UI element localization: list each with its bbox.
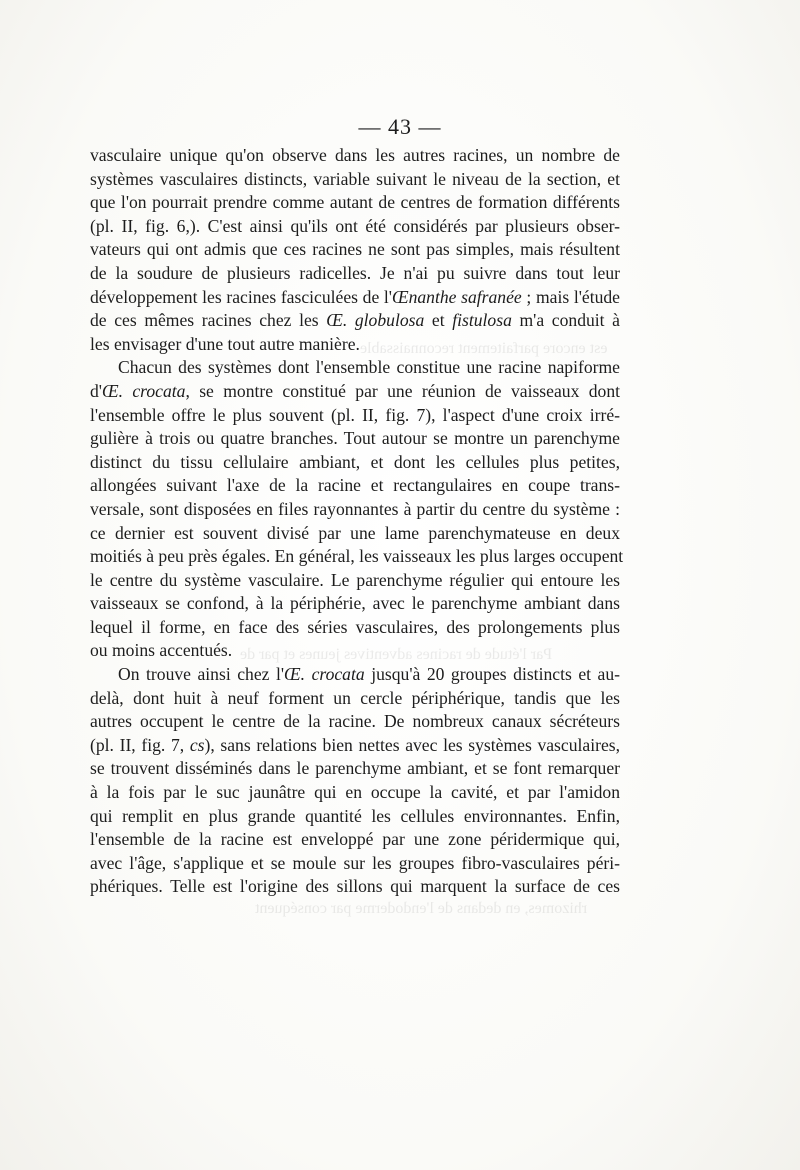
text-line: ou moins accentués. (90, 640, 233, 661)
text-line: distinct du tissu cellulaire ambiant, et dont les cellules plus petites, (90, 451, 620, 472)
text-line: ce dernier est souvent divisé par une lame parenchymateuse en deux (90, 522, 620, 543)
text-line: On trouve ainsi chez l'Œ. crocata jusqu'à 20 groupes distincts et au- (118, 664, 620, 685)
text-line: moitiés à peu près égales. En général, les vaisseaux les plus larges occupent (90, 546, 624, 567)
text-line: Chacun des systèmes dont l'ensemble constitue une racine napiforme (118, 357, 620, 378)
text-line: delà, dont huit à neuf forment un cercle périphérique, tandis que les (90, 687, 620, 708)
text-line: phériques. Telle est l'origine des sillons qui marquent la surface de ces (90, 876, 620, 897)
text-line: développement les racines fasciculées de l'Œnanthe safranée ; mais l'étude (90, 286, 620, 307)
show-through-text: Par l'étude de racines adventives jeunes et par de (240, 646, 553, 663)
text-line: lequel il forme, en face des séries vasculaires, des prolongements plus (90, 616, 620, 637)
body-text (90, 144, 624, 899)
text-line: de ces mêmes racines chez les Œ. globulosa et fistulosa m'a conduit à (90, 310, 620, 331)
text-line: autres occupent le centre de la racine. De nombreux canaux sécréteurs (90, 711, 620, 732)
text-line: de la soudure de plusieurs radicelles. Je n'ai pu suivre dans tout leur (90, 262, 620, 283)
show-through-text: rhizomes, en dedans de l'endoderme par conséquent (255, 900, 588, 917)
text-line: qui remplit en plus grande quantité les cellules environnantes. Enfin, (90, 805, 620, 826)
text-line: d'Œ. crocata, se montre constitué par une réunion de vaisseaux dont (90, 380, 621, 401)
text-line: (pl. II, fig. 6,). C'est ainsi qu'ils ont été considérés par plusieurs obser- (90, 215, 620, 236)
page-number: — 43 — (358, 114, 442, 139)
text-line: versale, sont disposées en files rayonnantes à partir du centre du système : (90, 498, 620, 519)
text-line: vaisseaux se confond, à la périphérie, avec le parenchyme ambiant dans (90, 593, 620, 614)
text-line: se trouvent disséminés dans le parenchyme ambiant, et se font remarquer (90, 758, 620, 779)
text-line: l'ensemble de la racine est enveloppé par une zone péridermique qui, (90, 829, 620, 850)
text-line: gulière à trois ou quatre branches. Tout autour se montre un parenchyme (90, 428, 620, 449)
text-line: allongées suivant l'axe de la racine et rectangulaires en coupe trans- (90, 475, 620, 496)
text-line: l'ensemble offre le plus souvent (pl. II, fig. 7), l'aspect d'une croix irré- (90, 404, 620, 425)
text-line: que l'on pourrait prendre comme autant de centres de formation différents (90, 192, 620, 213)
show-through-text: est encore parfaitement reconnaissable (360, 340, 608, 357)
text-line: le centre du système vasculaire. Le parenchyme régulier qui entoure les (90, 569, 620, 590)
text-line: les envisager d'une tout autre manière. (90, 333, 360, 354)
text-line: à la fois par le suc jaunâtre qui en occupe la cavité, et par l'amidon (90, 782, 620, 803)
text-line: vasculaire unique qu'on observe dans les autres racines, un nombre de (90, 145, 620, 165)
text-line: vateurs qui ont admis que ces racines ne sont pas simples, mais résultent (90, 239, 620, 260)
text-line: (pl. II, fig. 7, cs), sans relations bien nettes avec les systèmes vasculaires, (90, 734, 620, 755)
text-line: systèmes vasculaires distincts, variable suivant le niveau de la section, et (90, 168, 620, 189)
text-line: avec l'âge, s'applique et se moule sur les groupes fibro-vasculaires péri- (90, 852, 620, 873)
